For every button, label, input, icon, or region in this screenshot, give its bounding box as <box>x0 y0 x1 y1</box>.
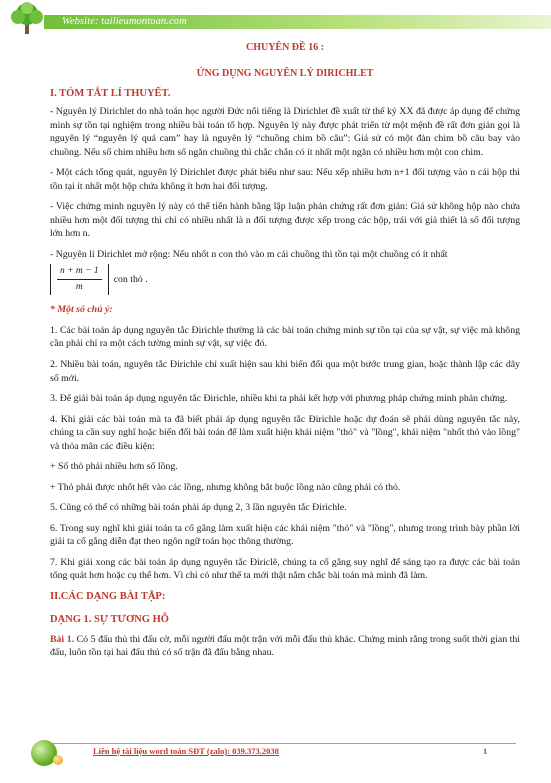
exercise-label: Bài 1. <box>50 633 75 645</box>
note-item: 5. Cũng có thể có những bài toán phải áp dụng 2, 3 lần nguyên tắc Đirichle. <box>50 502 347 514</box>
note-item: 2. Nhiều bài toán, nguyên tắc Đirichle chỉ xuất hiện sau khi biến đổi qua một bước trung gian, hoặc thành lập các dãy số mới. <box>50 359 520 384</box>
chapter-title: ỨNG DỤNG NGUYÊN LÝ DIRICHLET <box>196 67 374 79</box>
section-heading-theory: I. TÓM TẮT LÍ THUYẾT. <box>50 87 171 99</box>
theory-paragraph: - Nguyên lý Dirichlet do nhà toán học người Đức nổi tiếng là Dirichlet đề xuất từ thế kỷ XX đã được áp dụng để chứng minh sự tồn tại nghiệm trong nhiều bài toán tổ hợp. Nguyên lý này được phát triển từ một mệnh đề rất đơn giản gọi là nguyên lý “nguyên lý quả cam” hay là nguyên lý “chuồng chim bồ câu”: Giả sử có một đàn chim bồ câu bay vào chuồng. Nếu số chim nhiều hơn số ngăn chuồng thì chắc chắn có ít nhất một ngăn có nhiều hơn một con chim. <box>50 106 520 158</box>
footer-contact-link[interactable]: Liên hệ tài liệu word toán SĐT (zalo): 039.373.2038 <box>93 746 279 756</box>
theory-paragraph: - Một cách tổng quát, nguyên lý Dirichlet được phát biểu như sau: Nếu xếp nhiều hơn n+1 đối tượng vào n cái hộp thì tồn tại ít nhất một hộp chứa không ít hơn hai đối tượng. <box>50 167 520 192</box>
ceiling-fraction <box>50 264 109 295</box>
chapter-number: CHUYÊN ĐỀ 16 : <box>245 42 325 53</box>
theory-paragraph: - Việc chứng minh nguyên lý này có thể tiến hành bằng lập luận phản chứng rất đơn giản: Giả sử không hộp nào chứa nhiều hơn một đối tượng thì chỉ có nhiều nhất là n đối tượng được xếp trong các hộp, trái với giả thiết là số đối tượng lớn hơn n. <box>50 201 520 240</box>
exercise-text: Có 5 đấu thủ thi đấu cờ, mỗi người đấu một trận với mỗi đấu thủ khác. Chứng minh rằng trong suốt thời gian thi đấu, luôn tồn tại hai đấu thủ có số trận đã đấu bằng nhau. <box>50 633 520 659</box>
tree-logo-icon <box>2 0 52 36</box>
formula-numerator: n + m − 1 <box>57 265 102 280</box>
footer-orange-ball-icon <box>53 755 63 765</box>
exercise-1 <box>50 633 520 660</box>
page-number: 1 <box>483 746 488 756</box>
notes-heading: * Một số chú ý: <box>50 304 113 316</box>
theory-paragraph: - Nguyên lí Dirichlet mở rộng: Nếu nhốt n con thỏ vào m cái chuồng thì tồn tại một chuồng có ít nhất <box>50 248 448 260</box>
section-heading-exercises: II.CÁC DẠNG BÀI TẬP: <box>50 590 166 602</box>
note-item: 4. Khi giải các bài toán mà ta đã biết phải áp dụng nguyên tắc Đirichle hoặc dự đoán sẽ phải dùng nguyên tắc này, chúng ta cần suy nghĩ hoặc biến đổi bài toán để làm xuất hiện khái niệm "thỏ" và "lồng", khái niệm "nhốt thỏ vào lồng" và thỏa mãn các điều kiện: <box>50 413 520 452</box>
footer-divider <box>46 743 516 744</box>
exercise-type-heading: DẠNG 1. SỰ TƯƠNG HỖ <box>50 614 169 626</box>
note-item: + Thỏ phải được nhốt hết vào các lồng, nhưng không bắt buộc lồng nào cũng phải có thỏ. <box>50 481 401 493</box>
note-item: 6. Trong suy nghĩ khi giải toán ta cố gắng làm xuất hiện các khái niệm "thỏ" và "lồng", nhưng trong trình bày phần lời giải ta cố gắng diễn đạt theo ngôn ngữ toán học thông thường. <box>50 522 520 548</box>
formula-suffix: con thỏ . <box>113 274 148 286</box>
website-link[interactable]: Website: tailieumontoan.com <box>62 16 187 27</box>
note-item: 1. Các bài toán áp dụng nguyên tắc Đirichle thường là các bài toán chứng minh sự tồn tại của sự vật, sự việc mà không cần phải chỉ ra một cách tường minh sự vật, sự việc đó. <box>50 324 520 350</box>
document-body <box>50 36 520 667</box>
page-header <box>0 0 551 32</box>
note-item: + Số thỏ phải nhiều hơn số lồng. <box>50 461 178 473</box>
formula-denominator: m <box>75 282 83 293</box>
note-item: 3. Để giải bài toán áp dụng nguyên tắc Đirichle, nhiều khi ta phải kết hợp với phương pháp chứng minh phản chứng. <box>50 393 508 405</box>
ceiling-formula <box>50 264 520 295</box>
note-item: 7. Khi giải xong các bài toán áp dụng nguyên tắc Điriclê, chúng ta cố gắng suy nghĩ để sáng tạo ra được các bài toán tổng quát hơn hoặc cụ thể hơn. Vì chỉ có như thế ta mới thật nắm chắc bài toán mà mình đã làm. <box>50 556 520 582</box>
